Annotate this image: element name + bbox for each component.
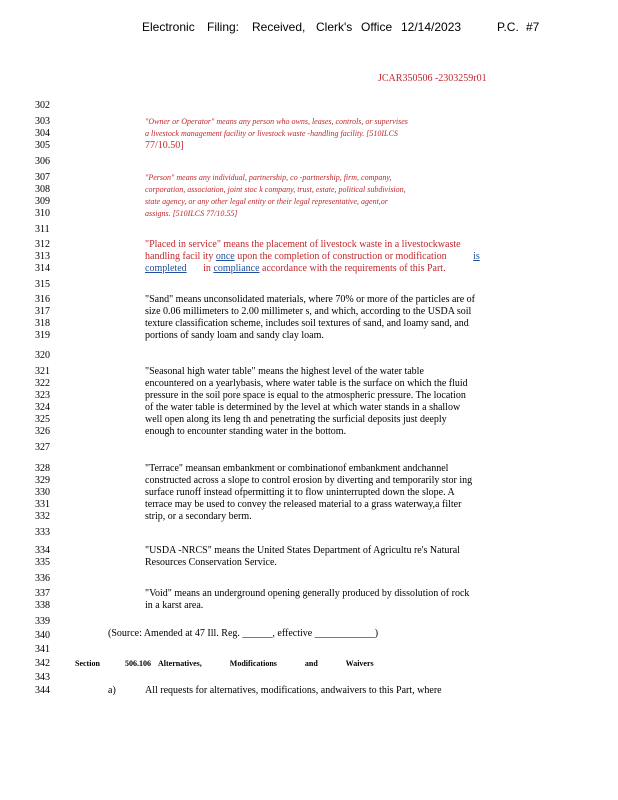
- line-number: 340: [35, 630, 50, 641]
- line-number: 320: [35, 350, 50, 361]
- text-line-344: All requests for alternatives, modifications, andwaivers to this Part, where: [145, 685, 442, 696]
- line-number: 335: [35, 557, 50, 568]
- line-number: 329: [35, 475, 50, 486]
- line-number: 325: [35, 414, 50, 425]
- inserted-is: is: [473, 251, 480, 262]
- line-number: 341: [35, 644, 50, 655]
- document-id: JCAR350506 -2303259r01: [378, 73, 487, 84]
- line-number: 317: [35, 306, 50, 317]
- header-clerks: Clerk's: [316, 20, 353, 34]
- section-number: 506.106: [125, 659, 151, 668]
- text-line-334: "USDA -NRCS" means the United States Department of Agricultu re's Natural: [145, 545, 460, 556]
- line-number: 337: [35, 588, 50, 599]
- text-314-d: accordance with the requirements of this Part.: [262, 263, 446, 274]
- text-line-332: strip, or a secondary berm.: [145, 511, 252, 522]
- line-number: 306: [35, 156, 50, 167]
- text-line-337: "Void" means an underground opening generally produced by dissolution of rock: [145, 588, 470, 599]
- line-number: 326: [35, 426, 50, 437]
- line-number: 342: [35, 658, 50, 669]
- text-line-325: well open along its leng th and penetrating the surficial deposits just deeply: [145, 414, 447, 425]
- text-line-323: pressure in the soil pore space is equal to the atmospheric pressure. The location: [145, 390, 466, 401]
- text-line-304: a livestock management facility or livestock waste -handling facility. [510ILCS: [145, 129, 398, 138]
- text-line-314: [145, 263, 446, 275]
- line-number: 305: [35, 140, 50, 151]
- line-number: 309: [35, 196, 50, 207]
- line-number: 324: [35, 402, 50, 413]
- text-314-b: in: [203, 263, 211, 274]
- text-line-310: assigns. [510ILCS 77/10.55]: [145, 209, 238, 218]
- line-number: 307: [35, 172, 50, 183]
- text-line-319: portions of sandy loam and sandy clay loam.: [145, 330, 324, 341]
- text-line-328: "Terrace" meansan embankment or combinationof embankment andchannel: [145, 463, 449, 474]
- text-line-303: "Owner or Operator" means any person who owns, leases, controls, or supervises: [145, 117, 408, 126]
- text-line-305: 77/10.50]: [145, 140, 184, 151]
- text-line-335: Resources Conservation Service.: [145, 557, 277, 568]
- text-line-317: size 0.06 millimeters to 2.00 millimeter s, and which, according to the USDA soil: [145, 306, 472, 317]
- section-title: Alternatives, Modifications and Waivers: [158, 659, 374, 668]
- line-number: 304: [35, 128, 50, 139]
- inserted-once: once: [215, 251, 235, 262]
- header-pc-number: #7: [526, 20, 540, 34]
- line-number: 332: [35, 511, 50, 522]
- line-number: 315: [35, 279, 50, 290]
- inserted-compliance: compliance: [213, 263, 260, 274]
- header-received: Received,: [252, 20, 306, 34]
- line-number: 312: [35, 239, 50, 250]
- subsection-label: a): [108, 685, 116, 696]
- line-number: 318: [35, 318, 50, 329]
- line-number: 338: [35, 600, 50, 611]
- text-line-321: "Seasonal high water table" means the highest level of the water table: [145, 366, 424, 377]
- line-number: 321: [35, 366, 50, 377]
- text-line-318: texture classification scheme, includes soil textures of sand, and loamy sand, and: [145, 318, 469, 329]
- line-number: 310: [35, 208, 50, 219]
- text-line-330: surface runoff instead ofpermitting it to flow uninterrupted down the slope. A: [145, 487, 455, 498]
- line-number: 344: [35, 685, 50, 696]
- line-number: 314: [35, 263, 50, 274]
- text-313-a: handling facil ity: [145, 251, 214, 262]
- line-number: 303: [35, 116, 50, 127]
- line-number: 339: [35, 616, 50, 627]
- line-number: 336: [35, 573, 50, 584]
- text-line-307: "Person" means any individual, partnership, co -partnership, firm, company,: [145, 173, 392, 182]
- text-line-309: state agency, or any other legal entity or their legal representative, agent,or: [145, 197, 388, 206]
- text-line-322: encountered on a yearlybasis, where water table is the surface on which the fluid: [145, 378, 468, 389]
- line-number: 313: [35, 251, 50, 262]
- line-number: 302: [35, 100, 50, 111]
- header-filing: Filing:: [207, 20, 240, 34]
- header-date: 12/14/2023: [401, 20, 462, 34]
- text-line-316: "Sand" means unconsolidated materials, where 70% or more of the particles are of: [145, 294, 475, 305]
- line-number: 343: [35, 672, 50, 683]
- line-number: 333: [35, 527, 50, 538]
- header-pc: P.C.: [497, 20, 519, 34]
- header-electronic: Electronic: [142, 20, 195, 34]
- text-line-331: terrace may be used to convey the released material to a grass waterway,a filter: [145, 499, 462, 510]
- line-number: 334: [35, 545, 50, 556]
- line-number: 322: [35, 378, 50, 389]
- line-number: 311: [35, 224, 50, 235]
- text-313-c: upon the completion of construction or modification: [237, 251, 447, 262]
- line-number: 331: [35, 499, 50, 510]
- text-line-326: enough to encounter standing water in the bottom.: [145, 426, 347, 437]
- header-office: Office: [361, 20, 393, 34]
- line-number: 308: [35, 184, 50, 195]
- filing-header: [0, 20, 618, 36]
- text-line-324: of the water table is determined by the level at which water stands in a shallow: [145, 402, 461, 413]
- inserted-completed: completed: [145, 263, 187, 274]
- line-number: 327: [35, 442, 50, 453]
- line-number: 323: [35, 390, 50, 401]
- line-number: 316: [35, 294, 50, 305]
- text-line-329: constructed across a slope to control erosion by diverting and temporarily stor ing: [145, 475, 473, 486]
- text-line-308: corporation, association, joint stoc k company, trust, estate, political subdivision,: [145, 185, 406, 194]
- text-line-338: in a karst area.: [145, 600, 204, 611]
- source-note: (Source: Amended at 47 Ill. Reg. ______, effective ____________): [108, 628, 379, 639]
- text-line-312: "Placed in service" means the placement of livestock waste in a livestockwaste: [145, 239, 461, 250]
- line-number: 328: [35, 463, 50, 474]
- section-label: Section: [75, 659, 100, 668]
- line-number: 319: [35, 330, 50, 341]
- line-number: 330: [35, 487, 50, 498]
- text-line-313: [145, 251, 480, 263]
